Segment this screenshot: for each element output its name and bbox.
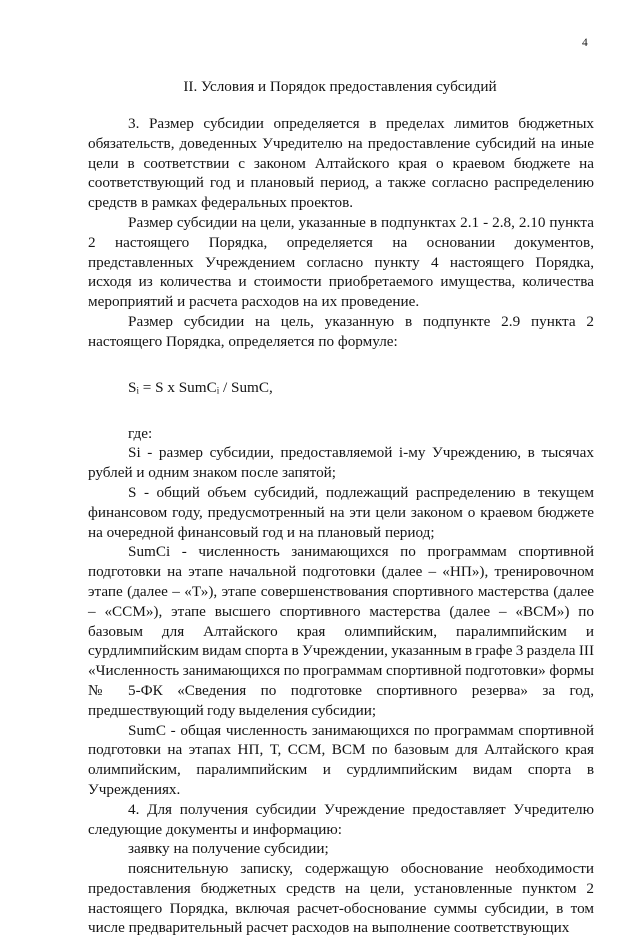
formula: Sᵢ = S x SumCᵢ / SumC,	[128, 378, 273, 396]
page-number: 4	[582, 37, 588, 49]
section-title: II. Условия и Порядок предоставления субсидий	[183, 78, 497, 95]
definition-si: Si - размер субсидии, предоставляемой i-му Учреждению, в тысячах рублей и одним знаком после запятой;	[88, 444, 594, 482]
list-item-application: заявку на получение субсидии;	[128, 840, 329, 858]
definition-s: S - общий объем субсидий, подлежащий распределению в текущем финансовом году, предусмотренный на эти цели законом о краевом бюджете на очередной финансовый год и на плановый период;	[88, 483, 594, 541]
formula-where-label: где:	[128, 424, 153, 442]
paragraph-subsidy-size-2-9: Размер субсидии на цель, указанную в подпункте 2.9 пункта 2 настоящего Порядка, определяется по формуле:	[88, 312, 594, 350]
paragraph-3: 3. Размер субсидии определяется в пределах лимитов бюджетных обязательств, доведенных Учредителю на предоставление субсидий на иные цели в соответствии с законом Алтайского края о краевом бюджете на соответствующий год и плановый период, а также согласно распределению средств в рамках федеральных проектов.	[88, 115, 594, 212]
list-item-explanatory-note: пояснительную записку, содержащую обоснование необходимости предоставления бюджетных средств на цели, установленные пунктом 2 настоящего Порядка, включая расчет-обоснование суммы субсидии, в том числе предварительный расчет расходов на выполнение соответствующих	[88, 860, 594, 937]
formula-block	[88, 352, 594, 424]
paragraph-subsidy-size-goals: Размер субсидии на цели, указанные в подпунктах 2.1 - 2.8, 2.10 пункта 2 настоящего Порядка, определяется на основании документов, представленных Учреждением согласно пункту 4 настоящего Порядка, исходя из количества и стоимости приобретаемого имущества, количества мероприятий и расчета расходов на их проведение.	[88, 213, 594, 311]
paragraph-4: 4. Для получения субсидии Учреждение предоставляет Учредителю следующие документы и информацию:	[88, 800, 594, 838]
definition-sumc: SumC - общая численность занимающихся по программам спортивной подготовки на этапах НП, Т, ССМ, ВСМ по базовым для Алтайского края олимпийским, паралимпийским и сурдлимпийским видам спорта в Учреждениях.	[88, 721, 594, 798]
definition-sumci: SumCi - численность занимающихся по программам спортивной подготовки на этапе начальной подготовки (далее – «НП»), тренировочном этапе (далее – «Т»), этапе совершенствования спортивного мастерства (далее – «ССМ»), этапе высшего спортивного мастерства (далее – «ВСМ») по базовым для Алтайского края олимпийским, паралимпийским и сурдлимпийским видам спорта в Учреждении, указанным в графе 3 раздела III «Численность занимающихся по программам спортивной подготовки» формы № 5-ФК «Сведения по подготовке спортивного резерва» за год, предшествующий году выделения субсидии;	[88, 543, 594, 719]
document-body	[88, 114, 594, 938]
